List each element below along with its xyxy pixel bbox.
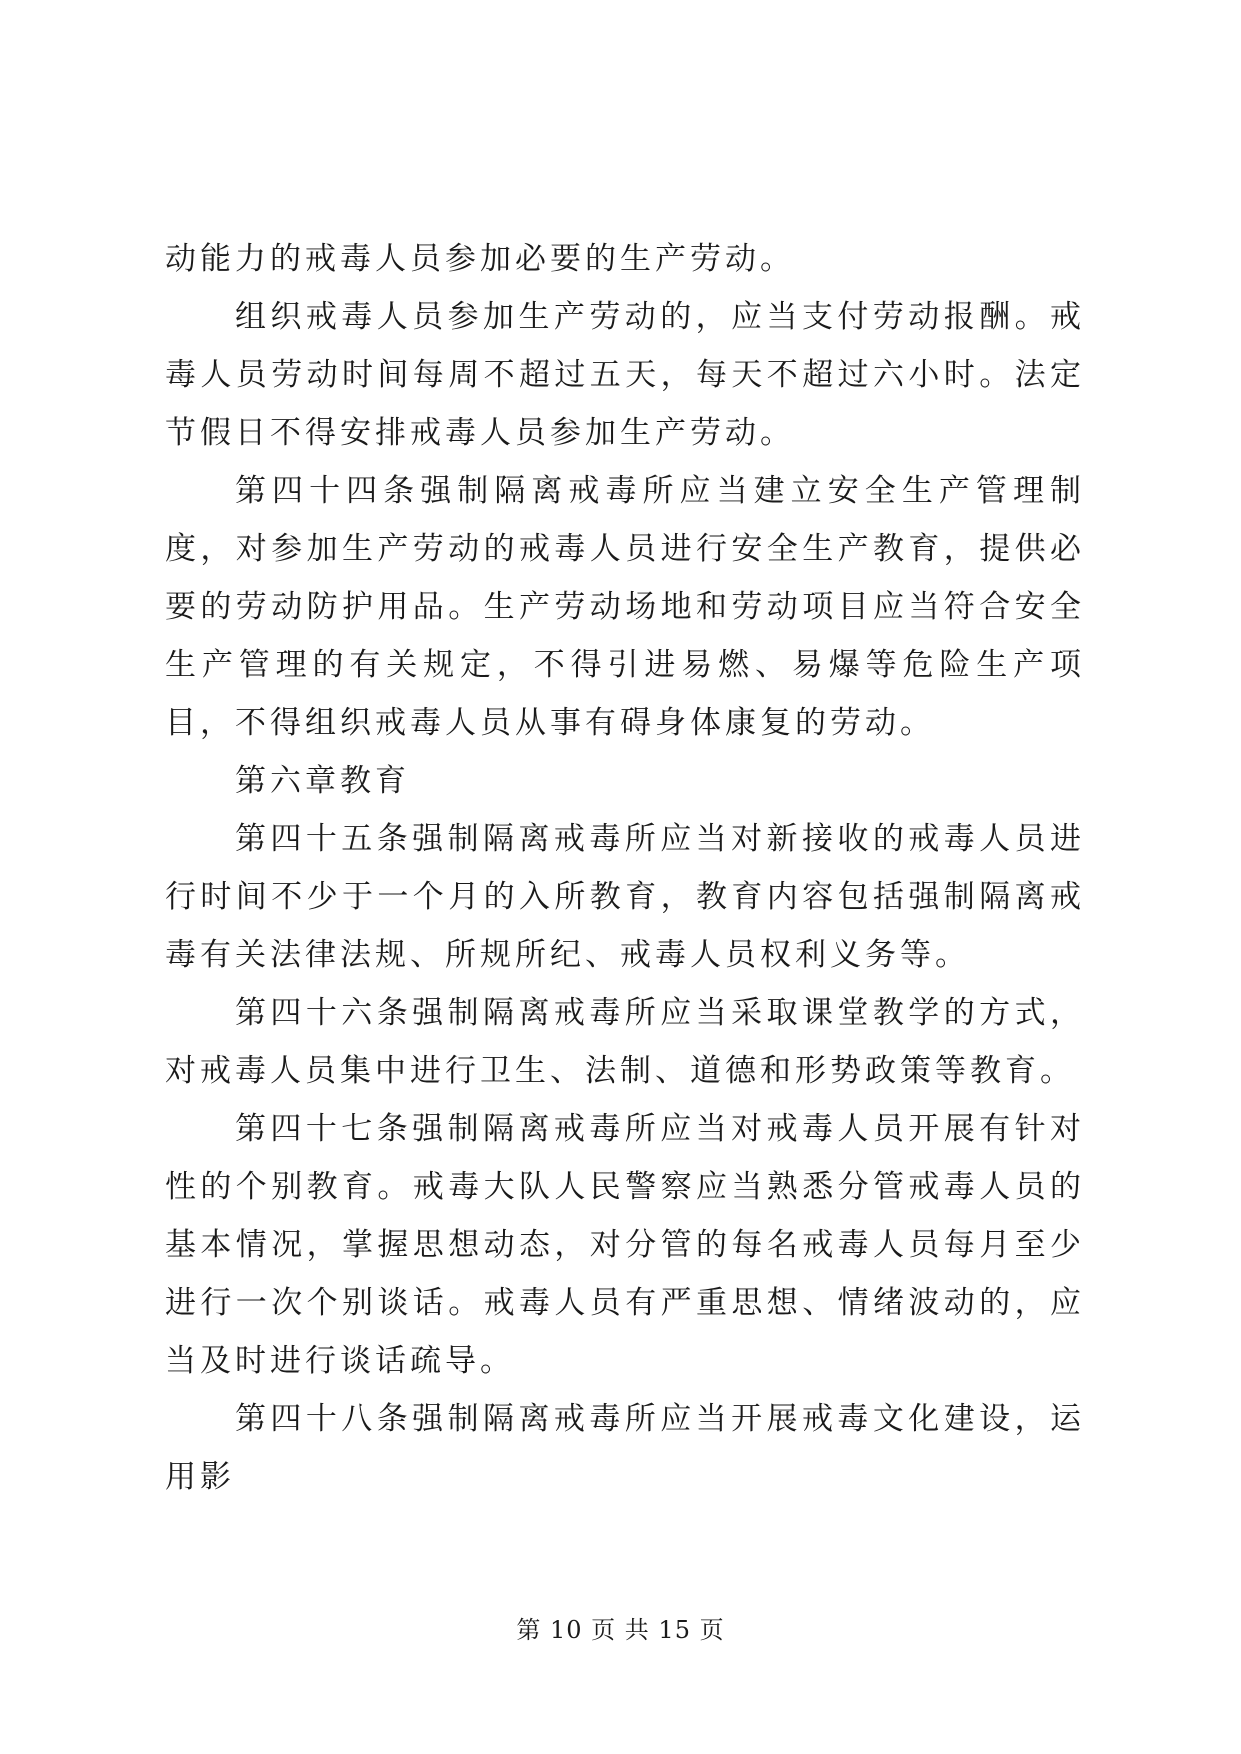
page-footer: 第 10 页 共 15 页	[516, 1616, 725, 1644]
paragraph-6: 第四十六条强制隔离戒毒所应当采取课堂教学的方式，对戒毒人员集中进行卫生、法制、道德和形势政策等教育。	[165, 995, 1085, 1089]
paragraph-7: 第四十七条强制隔离戒毒所应当对戒毒人员开展有针对性的个别教育。戒毒大队人民警察应当熟悉分管戒毒人员的基本情况，掌握思想动态，对分管的每名戒毒人员每月至少进行一次个别谈话。戒毒人员有严重思想、情绪波动的，应当及时进行谈话疏导。	[165, 1111, 1085, 1379]
paragraph-8: 第四十八条强制隔离戒毒所应当开展戒毒文化建设，运用影	[165, 1401, 1085, 1495]
chapter-heading: 第六章教育	[235, 763, 410, 799]
paragraph-1: 动能力的戒毒人员参加必要的生产劳动。	[165, 241, 795, 277]
paragraph-5: 第四十五条强制隔离戒毒所应当对新接收的戒毒人员进行时间不少于一个月的入所教育，教育内容包括强制隔离戒毒有关法律法规、所规所纪、戒毒人员权利义务等。	[165, 821, 1085, 973]
paragraph-3: 第四十四条强制隔离戒毒所应当建立安全生产管理制度，对参加生产劳动的戒毒人员进行安全生产教育，提供必要的劳动防护用品。生产劳动场地和劳动项目应当符合安全生产管理的有关规定，不得引进易燃、易爆等危险生产项目，不得组织戒毒人员从事有碍身体康复的劳动。	[165, 473, 1085, 741]
document-body	[165, 230, 1085, 1506]
paragraph-2: 组织戒毒人员参加生产劳动的，应当支付劳动报酬。戒毒人员劳动时间每周不超过五天，每天不超过六小时。法定节假日不得安排戒毒人员参加生产劳动。	[165, 299, 1085, 451]
